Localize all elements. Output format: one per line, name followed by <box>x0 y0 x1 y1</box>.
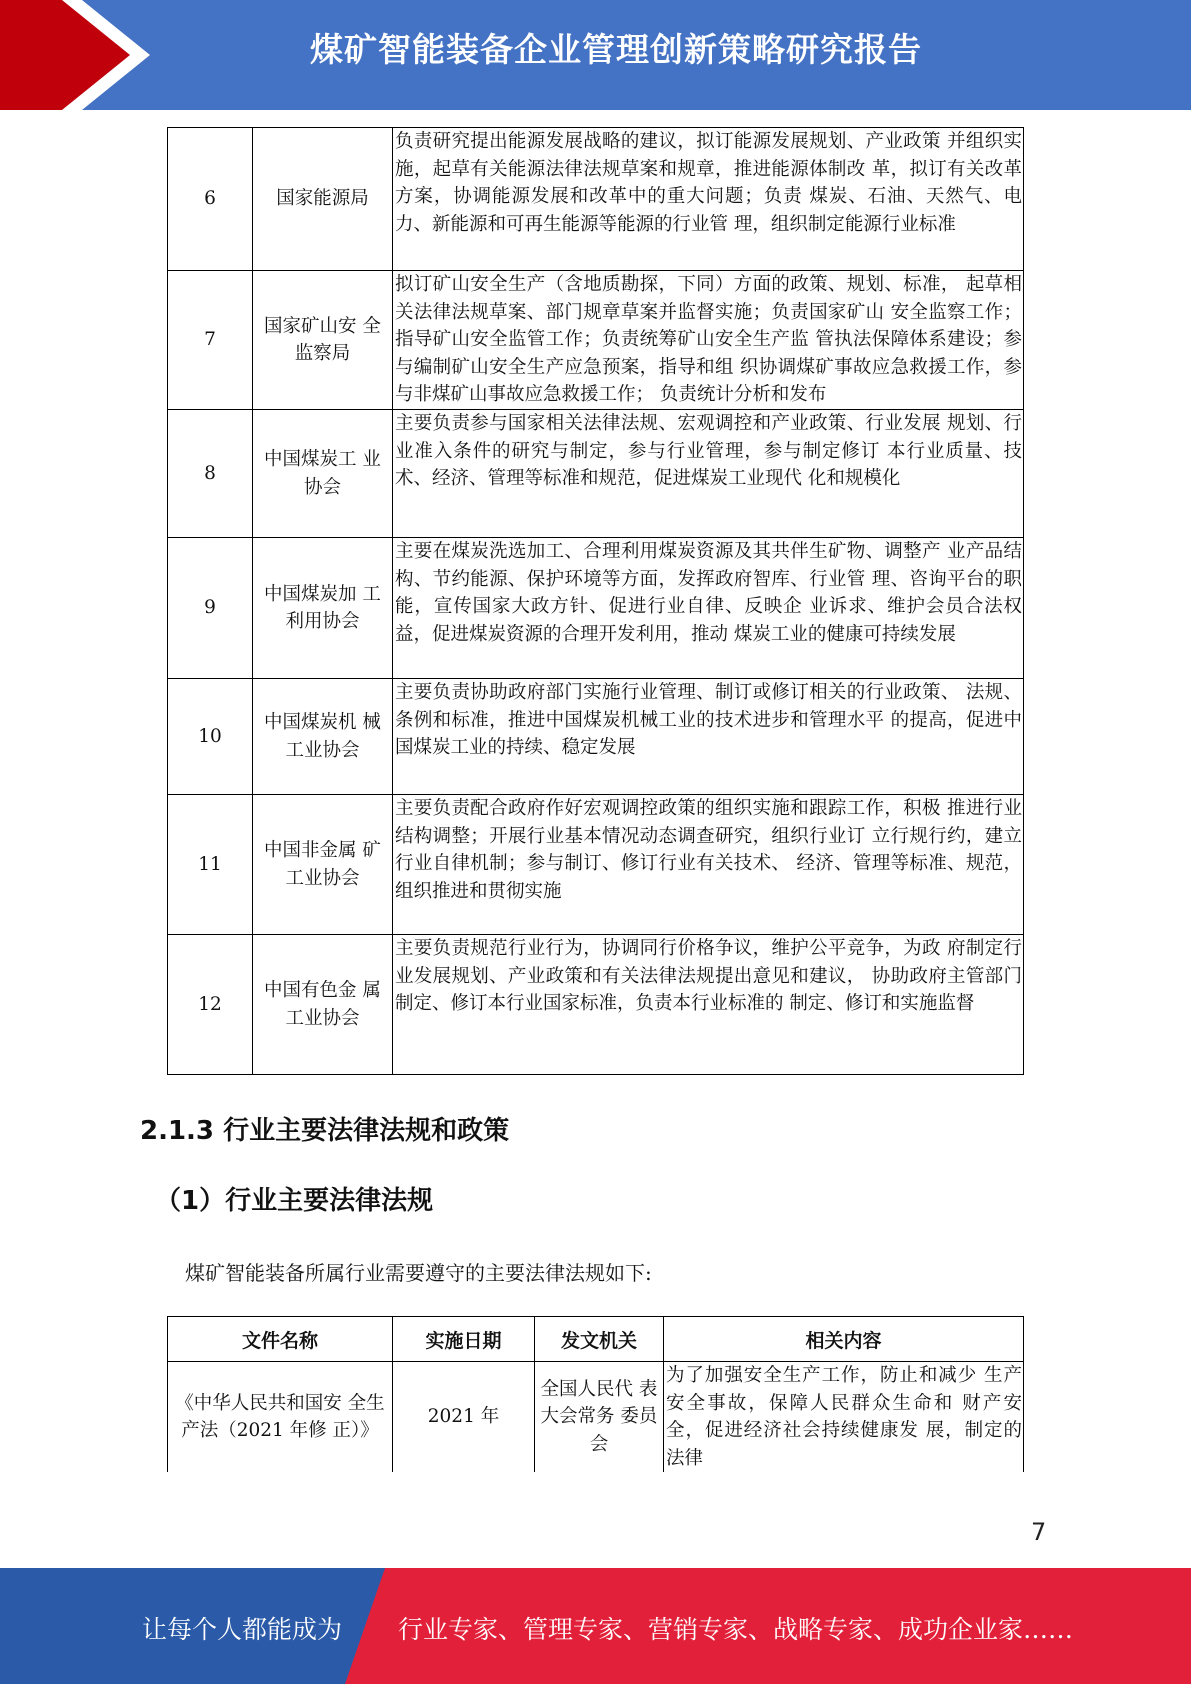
table-row <box>168 271 1024 410</box>
law-date: 2021 年 <box>393 1362 535 1473</box>
organization-duties: 负责研究提出能源发展战略的建议，拟订能源发展规划、产业政策 并组织实施，起草有关能源法律法规草案和规章，推进能源体制改 革，拟订有关改革方案，协调能源发展和改革中的重大问题；负责 煤炭、石油、天然气、电力、新能源和可再生能源等能源的行业管 理，组织制定能源行业标准 <box>393 128 1024 271</box>
organization-name: 国家矿山安 全监察局 <box>253 271 393 410</box>
subsection-heading: （1）行业主要法律法规 <box>155 1186 434 1216</box>
law-name: 《中华人民共和国安 全生产法（2021 年修 正）》 <box>168 1362 393 1473</box>
row-number: 11 <box>168 795 253 935</box>
organization-name: 中国非金属 矿工业协会 <box>253 795 393 935</box>
organization-name: 中国有色金 属工业协会 <box>253 935 393 1075</box>
table-header-row <box>168 1317 1024 1362</box>
organization-table <box>167 127 1024 1075</box>
column-header-issuer: 发文机关 <box>535 1317 664 1362</box>
page-footer <box>0 1568 1191 1684</box>
row-number: 9 <box>168 538 253 679</box>
organization-duties: 主要在煤炭洗选加工、合理利用煤炭资源及其共伴生矿物、调整产 业产品结构、节约能源、保护环境等方面，发挥政府智库、行业管 理、咨询平台的职能，宣传国家大政方针、促进行业自律、反映企 业诉求、维护会员合法权益，促进煤炭资源的合理开发利用，推动 煤炭工业的健康可持续发展 <box>393 538 1024 679</box>
header-red-arrow-decoration <box>0 0 150 110</box>
table-row <box>168 538 1024 679</box>
footer-slogan-right: 行业专家、管理专家、营销专家、战略专家、成功企业家…… <box>398 1615 1074 1644</box>
organization-name: 中国煤炭机 械工业协会 <box>253 679 393 795</box>
column-header-content: 相关内容 <box>664 1317 1024 1362</box>
organization-duties: 主要负责规范行业行为，协调同行价格争议，维护公平竞争，为政 府制定行业发展规划、产业政策和有关法律法规提出意见和建议， 协助政府主管部门制定、修订本行业国家标准，负责本行业标准的 制定、修订和实施监督 <box>393 935 1024 1075</box>
table-row <box>168 410 1024 538</box>
column-header-name: 文件名称 <box>168 1317 393 1362</box>
organization-name: 中国煤炭工 业协会 <box>253 410 393 538</box>
law-table <box>167 1316 1024 1472</box>
table-row <box>168 128 1024 271</box>
row-number: 10 <box>168 679 253 795</box>
row-number: 7 <box>168 271 253 410</box>
organization-duties: 主要负责参与国家相关法律法规、宏观调控和产业政策、行业发展 规划、行业准入条件的研究与制定，参与行业管理，参与制定修订 本行业质量、技术、经济、管理等标准和规范，促进煤炭工业现代 化和规模化 <box>393 410 1024 538</box>
section-heading: 2.1.3 行业主要法律法规和政策 <box>140 1116 510 1146</box>
organization-name: 国家能源局 <box>253 128 393 271</box>
organization-name: 中国煤炭加 工利用协会 <box>253 538 393 679</box>
report-title: 煤矿智能装备企业管理创新策略研究报告 <box>310 30 922 69</box>
row-number: 6 <box>168 128 253 271</box>
law-content: 为了加强安全生产工作，防止和减少 生产安全事故，保障人民群众生命和 财产安全，促进经济社会持续健康发 展，制定的法律 <box>664 1362 1024 1473</box>
table-row <box>168 1362 1024 1473</box>
page-number: 7 <box>1031 1518 1047 1546</box>
footer-slogan-left: 让每个人都能成为 <box>142 1615 343 1644</box>
organization-duties: 拟订矿山安全生产（含地质勘探，下同）方面的政策、规划、标准， 起草相关法律法规草案、部门规章草案并监督实施；负责国家矿山 安全监察工作；指导矿山安全监管工作；负责统筹矿山安全生产监 管执法保障体系建设；参与编制矿山安全生产应急预案，指导和组 织协调煤矿事故应急救援工作，参与非煤矿山事故应急救援工作； 负责统计分析和发布 <box>393 271 1024 410</box>
row-number: 8 <box>168 410 253 538</box>
table-row <box>168 795 1024 935</box>
row-number: 12 <box>168 935 253 1075</box>
table-row <box>168 935 1024 1075</box>
page-header <box>0 0 1191 110</box>
table-row <box>168 679 1024 795</box>
organization-duties: 主要负责配合政府作好宏观调控政策的组织实施和跟踪工作，积极 推进行业结构调整；开展行业基本情况动态调查研究，组织行业订 立行规行约，建立行业自律机制；参与制订、修订行业有关技术、 经济、管理等标准、规范，组织推进和贯彻实施 <box>393 795 1024 935</box>
law-issuer: 全国人民代 表大会常务 委员会 <box>535 1362 664 1473</box>
column-header-date: 实施日期 <box>393 1317 535 1362</box>
organization-duties: 主要负责协助政府部门实施行业管理、制订或修订相关的行业政策、 法规、条例和标准，推进中国煤炭机械工业的技术进步和管理水平 的提高，促进中国煤炭工业的持续、稳定发展 <box>393 679 1024 795</box>
intro-paragraph: 煤矿智能装备所属行业需要遵守的主要法律法规如下: <box>185 1261 652 1285</box>
